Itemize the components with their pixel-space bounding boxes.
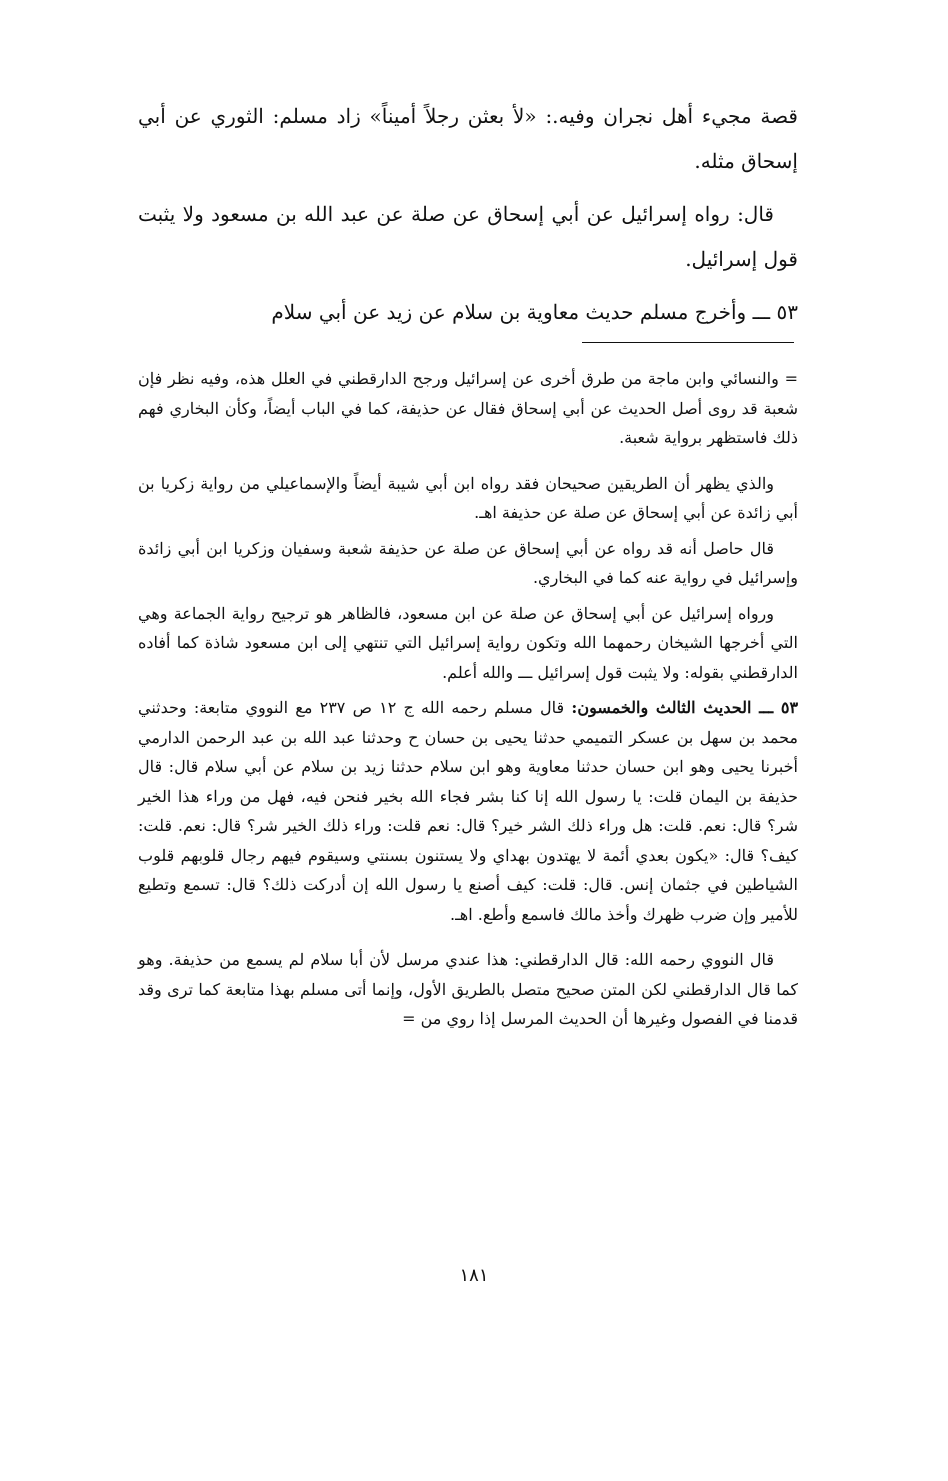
footnote-paragraph-4: ورواه إسرائيل عن أبي إسحاق عن صلة عن ابن مسعود، فالظاهر هو ترجيح رواية الجماعة وهي التي أخرجها الشيخان رحمهما الله وتكون رواية إسرائيل التي تنتهي إلى ابن مسعود شاذة كما أفاده الدارقطني بقوله: ولا يثبت قول إسرائيل ـــ والله أعلم.	[138, 603, 798, 682]
footnote-paragraph-3: قال حاصل أنه قد رواه عن أبي إسحاق عن صلة عن حذيفة شعبة وسفيان وزكريا ابن أبي زائدة وإسرائيل في رواية عنه كما في البخاري.	[138, 538, 798, 587]
footnote-paragraph-1: = والنسائي وابن ماجة من طرق أخرى عن إسرائيل ورجح الدارقطني في العلل هذه، وفيه نظر فإن شعبة قد روى أصل الحديث عن أبي إسحاق فقال عن حذيفة، كما في الباب أيضاً، وكأن البخاري فهم ذلك فاستظهر برواية شعبة.	[138, 369, 798, 447]
main-paragraph-3: ٥٣ ـــ وأخرج مسلم حديث معاوية بن سلام عن زيد عن أبي سلام	[271, 300, 798, 324]
main-text	[138, 94, 798, 343]
main-paragraph-1: قصة مجيء أهل نجران وفيه.: «لأ بعثن رجلاً أميناً» زاد مسلم: الثوري عن أبي إسحاق مثله.	[138, 104, 798, 173]
footnote-divider	[582, 342, 794, 343]
main-paragraph-2: قال: رواه إسرائيل عن أبي إسحاق عن صلة عن عبد الله بن مسعود ولا يثبت قول إسرائيل.	[138, 202, 798, 271]
page-number: ١٨١	[459, 1265, 489, 1286]
footnote-paragraph-5	[138, 693, 798, 929]
footnotes	[138, 364, 798, 1040]
footnote-paragraph-6: قال النووي رحمه الله: قال الدارقطني: هذا عندي مرسل لأن أبا سلام لم يسمع من حذيفة. وهو كما قال الدارقطني لكن المتن صحيح متصل بالطريق الأول، وإنما أتى مسلم بهذا متابعة كما ترى وقد قدمنا في الفصول وغيرها أن الحديث المرسل إذا روي من =	[138, 950, 798, 1028]
hadith-53-body: قال مسلم رحمه الله ج ١٢ ص ٢٣٧ مع النووي متابعة: وحدثني محمد بن سهل بن عسكر التميمي حدثنا يحيى بن حسان ح وحدثنا عبد الله بن عبد الرحمن الدارمي أخبرنا يحيى وهو ابن حسان حدثنا معاوية وهو ابن سلام حدثنا زيد بن سلام عن أبي سلام قال: قال حذيفة بن اليمان قلت: يا رسول الله إنا كنا بشر فجاء الله بخير فنحن فيه، فهل من وراء هذا الخير شر؟ قال: نعم. قلت: هل وراء ذلك الشر خير؟ قال: نعم قلت: وراء ذلك الخير شر؟ قال: نعم. قلت: كيف؟ قال: «يكون بعدي أئمة لا يهتدون بهداي ولا يستنون بسنتي وسيقوم فيهم رجال قلوبهم قلوب الشياطين في جثمان إنس. قال: قلت: كيف أصنع يا رسول الله إن أدركت ذلك؟ قال: تسمع وتطيع للأمير وإن ضرب ظهرك وأخذ مالك فاسمع وأطع. اهـ.	[138, 698, 799, 924]
footnote-paragraph-2: والذي يظهر أن الطريقين صحيحان فقد رواه ابن أبي شيبة أيضاً والإسماعيلي من رواية زكريا بن أبي زائدة عن أبي إسحاق عن صلة عن حذيفة اهـ.	[138, 473, 798, 522]
hadith-53-heading: ٥٣ ـــ الحديث الثالث والخمسون:	[571, 698, 799, 717]
